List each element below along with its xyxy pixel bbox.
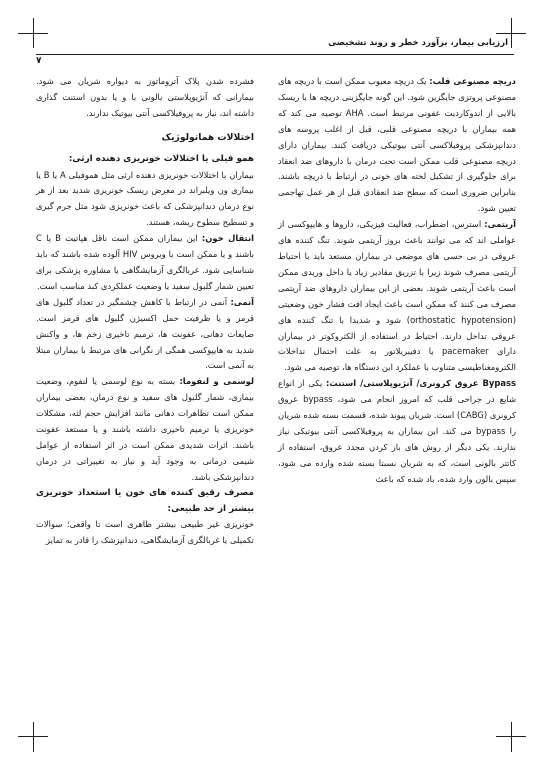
- paragraph: [278, 74, 516, 217]
- paragraph-lead: آنمی:: [230, 296, 254, 307]
- section-heading: اختلالات هماتولوژیک: [161, 131, 254, 143]
- paragraph: [278, 376, 516, 487]
- paragraph-text: آنمی در ارتباط با کاهش چشمگیر در تعداد گلبول های قرمز و یا ظرفیت حمل اکسیژن گلبول های قرمز است. ضایعات دهانی، عفونت ها، ترمیم تاخیری زخم ها، و واکنش شدید به هایپوکسی همگی از نگرانی های مرتبط با بیماران مبتلا به آنمی است.: [36, 296, 254, 371]
- paragraph-text: استرس، اضطراب، فعالیت فیزیکی، داروها و هایپوکسی از عواملی اند که می توانند باعث بروز آریتمی شوند. تنگ کننده های عروقی در بی حسی های موضعی در بیماران مستعد باید با احتیاط آریتمی مصرف شوند زیرا با تزریق مقادیر زیاد یا داخل وریدی ممکن است باعث آریتمی شوند. بعضی از این بیماران داروهای ضد آریتمی مصرف می کنند که ممکن است باعث ایجاد افت فشار خون وضعیتی (orthostatic hypotension) شود و شدیدا با تنگ کننده های عروقی تداخل دارند. احتیاط در استفاده از الکتروکوتر در بیماران دارای pacemaker یا دفیبریلاتور به علت احتمال تداخلات الکترومغناطیسی متناوب با عملکرد این دستگاه ها، توصیه می شود.: [278, 219, 516, 373]
- subsection-heading: مصرف رقیق کننده های خون یا استعداد خونریزی بیشتر از حد طبیعی:: [36, 487, 254, 514]
- page-number: ۷: [36, 56, 42, 66]
- paragraph: [36, 231, 254, 295]
- paragraph-text: یکی از انواع شایع در جراحی قلب که امروز انجام می شود، bypass عروق کرونری (CABG) است. شریان پیوند شده، قسمت بسته شده شریان را bypass می کند. این بیماران به پروفیلاکسی آنتی بیوتیکی نیاز ندارند. یکی دیگر از روش های باز کردن مجدد عروق، استفاده از کاتتر بالونی است، که به شریان نسبتا بسته شده وارده می شود، سپس بالون وارد شده، باد شده که باعث: [278, 378, 517, 484]
- crop-mark: [33, 722, 34, 752]
- paragraph-text: این بیماران ممکن است ناقل هپاتیت B یا C باشند و یا ممکن است با ویروس HIV آلوده شده باشند که باید شناسایی شود. غربالگری آزمایشگاهی یا مشاوره پزشکی برای تعیین شمار گلبول سفید یا وضعیت عملکردی کبد مناسب است.: [36, 233, 254, 291]
- header-title: ارزیابی بیمار، برآورد خطر و روند تشخیصی: [328, 38, 508, 48]
- paragraph: [36, 374, 254, 485]
- running-header: [36, 36, 514, 55]
- left-column: [36, 74, 254, 549]
- paragraph-lead: آریتمی:: [484, 219, 516, 230]
- paragraph-text: بیماران با اختلالات خونریزی دهنده ارثی مثل هموفیلی A یا B یا بیماری ون ویلبراند در معرض ریسک خونریزی شدید بعد از هر نوع درمان دندانپزشکی که باعث خونریزی شود مثل جرم گیری و تسطیح سطوح ریشه، هستند.: [36, 169, 254, 228]
- paragraph: [278, 217, 516, 376]
- paragraph-lead: انتقال خون:: [201, 233, 254, 244]
- paragraph: [36, 74, 254, 122]
- paragraph: [36, 168, 254, 232]
- subsection-heading: همو فیلی یا اختلالات خونریزی دهنده ارثی:: [68, 153, 254, 164]
- paragraph-text: فشرده شدن پلاک آتروماتوز به دیواره شریان می شود. بیمارانی که آنژیوپلاستی بالونی با و یا بدون استنت گذاری داشته اند، نیاز به پروفیلاکسی آنتی بیوتیک ندارند.: [36, 76, 254, 118]
- paragraph: [36, 517, 254, 549]
- paragraph-text: بسته به نوع لوسمی یا لنفوم، وضعیت بیماری، شمار گلبول های سفید و نوع درمان، بعضی بیماران ممکن است تظاهرات دهانی مانند افزایش حجم لثه، مشکلات خونریزی یا ترمیم تاخیری داشته باشند و یا مستعد عفونت باشند. اثرات شدیدی ممکن است در اثر استفاده از عوامل شیمی درمانی به وجود آید و نیاز به تغییراتی در درمان دندانپزشکی باشد.: [36, 376, 254, 482]
- paragraph: [36, 295, 254, 375]
- crop-mark: [511, 722, 512, 752]
- paragraph-text: خونریزی غیر طبیعی بیشتر ظاهری است تا واقعی؛ سوالات تکمیلی یا غربالگری آزمایشگاهی، دندانپزشک را قادر به تمایز: [36, 519, 254, 546]
- right-column: [278, 74, 516, 488]
- paragraph-lead: دریچه مصنوعی قلب:: [429, 76, 516, 86]
- paragraph-lead: Bypass عروق کرونری/ آنژیوپلاستی/ استنت:: [325, 378, 516, 389]
- paragraph-text: یک دریچه معیوب ممکن است با دریچه های مصنوعی پروتزی جایگزین شود. این گونه جایگزینی دریچه ها با ریسک بالایی از اندوکاردیت عفونی مرتبط است. AHA توصیه می کند که همه بیماران با دریچه مصنوعی قلبی، قبل از اغلب پروسه های دندانپزشکی پروفیلاکسی آنتی بیوتیکی دریافت کنند. بیماران دارای دریچه مصنوعی قلب ممکن است تحت درمان با داروهای ضد انعقاد برای جلوگیری از تشکیل لخته های خونی در ارتباط با دریچه باشند. بنابراین ضروری است که سطح ضد انعقادی قبل از هر عمل تهاجمی تعیین شود.: [278, 76, 516, 214]
- paragraph-lead: لوسمی و لنفوما:: [179, 376, 254, 387]
- crop-mark: [33, 18, 34, 48]
